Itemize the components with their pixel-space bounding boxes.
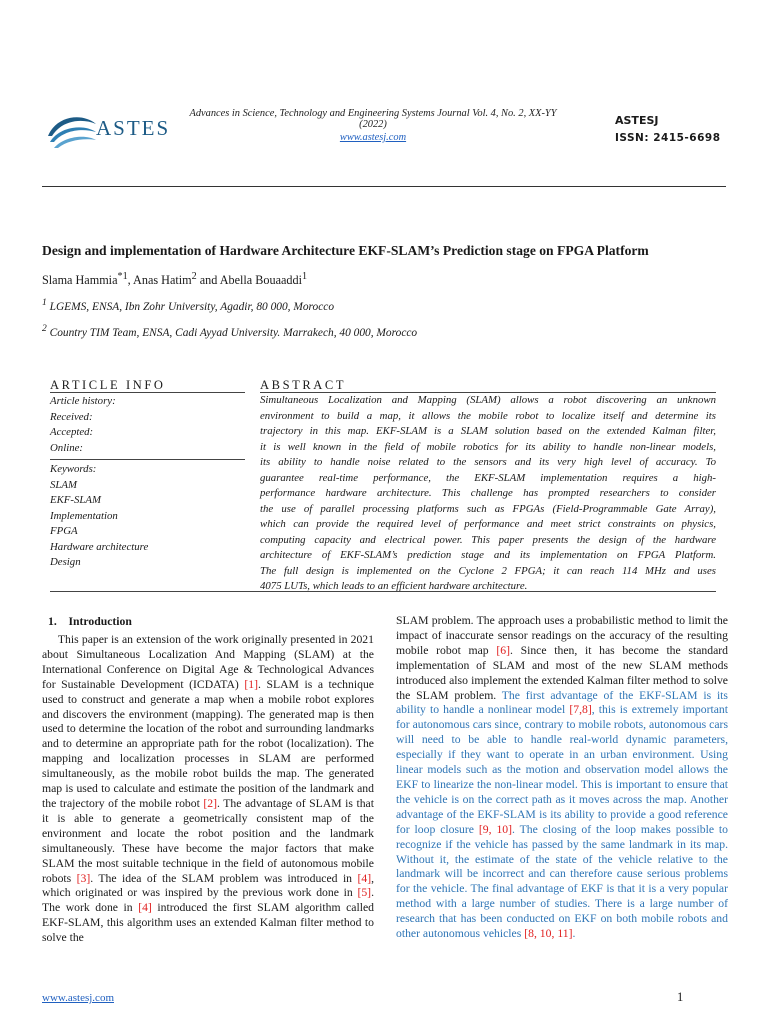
abstract-line: computing capacity and electrical power. This paper presents the design of the hardware [260,533,716,546]
affiliation-1: $^1$ LGEMS, ENSA, Ibn Zohr University, Agadir, 80 000, Morocco [42,298,335,313]
history-received: Received: [50,410,93,423]
history-label: Article history: [50,395,116,407]
abstract-line: The full design is implemented on the Cyclone 2 FPGA; it can reach 114 MHz and uses [260,564,716,577]
keyword-item: Hardware architecture [50,540,149,553]
abstract-rule-bottom [50,591,716,592]
journal-issn: ISSN: 2415-6698 [615,132,721,144]
keyword-item: EKF-SLAM [50,494,101,506]
abstract-line: its ability to handle noise related to the sensors and its very high level of accuracy. To [260,456,716,468]
abstract-line: trajectory in this map. EKF-SLAM is a SLAM solution based on the extended Kalman filter, [260,425,716,437]
abstract-line: environment to build a map, it allows the mobile robot to localize itself and determine its [260,409,716,422]
affiliation-2: $^2$ Country TIM Team, ENSA, Cadi Ayyad University. Marrakech, 40 000, Morocco [42,324,418,339]
keywords-label: Keywords: [50,463,97,475]
abstract-line: which can provide the required level of performance and meet strict constraints on physics, [260,518,716,530]
body-column-right: SLAM problem. The approach uses a probabilistic method to limit the impact of inaccurate sensor readings on the accuracy of the resulting mobile robot map [6]. Since then, it has become the standard implementation of SLAM and most of the new SLAM methods introduced also implement the extended Kalman filter method to solve the SLAM problem. The first advantage of the EKF-SLAM is its ability to handle a nonlinear model [7,8], this is extremely important for autonomous cars since, contrary to mobile robots, autonomous cars will need to be able to handle real-world dynamic parameters, especially if they want to operate in an urban environment. Using linear models such as the motion and observation model allows the EKF to linearize the non-linear model. This is important to ensure that the vehicle is on the correct path as it moves across the map. Another advantage of the EKF-SLAM is its ability to provide a good reference for loop closure [9, 10]. The closing of the loop makes possible to recognize if the vehicle has passed by the same landmark in its map. Without it, the estimate of the state of the vehicle relative to the landmark will be incorrect and can therefore cause serious problems for the vehicle. The final advantage of EKF is that it is a very popular method with a large number of studies. There is a large number of research that has been conducted on EKF on both mobile robots and other autonomous vehicles [8, 10, 11]. [396,614,729,941]
abstract-line: performance hardware architecture. This challenge has prompted researchers to consider [260,487,716,499]
section-heading-introduction: 1. Introduction [48,615,132,628]
history-accepted: Accepted: [50,426,94,438]
keywords-list [50,462,245,571]
keyword-item: Implementation [50,509,118,522]
affiliation-1-text: LGEMS, ENSA, Ibn Zohr University, Agadir, 80 000, Morocco [49,300,335,313]
paper-authors: Slama Hammia$^{*1}$, Anas Hatim$^2$ and Abella Bouaaddi$^1$ [42,271,308,288]
article-info-heading: ARTICLE INFO [50,378,166,392]
article-info-rule-top [50,392,245,393]
astes-swoosh-icon [42,106,102,154]
article-history [50,394,245,456]
logo-text: ASTES [96,116,171,140]
history-online: Online: [50,441,83,454]
abstract-line: it is well known in the field of mobile robotics for its ability to handle non-linear models, [260,440,716,453]
paper-title: Design and implementation of Hardware Architecture EKF-SLAM’s Prediction stage on FPGA Platform [42,243,649,258]
article-info-rule-mid [50,459,245,460]
body-column-left: This paper is an extension of the work originally presented in 2021 about Simultaneous Localization And Mapping (SLAM) at the International Conference on Digital Age & Technological Advances for Sustainable Development (ICDATA) [1]. SLAM is a technique used to construct and generate a map when a mobile robot explores and discovers the environment (mapping). The generated map is then used to determine the location of the robot and surrounding landmarks and to determine an appropriate path for the robot (localization). The mapping and localization processes in SLAM are performed simultaneously, as the mobile robot builds the map. The generated map is used to calculate and estimate the position of the landmark and the trajectory of the mobile robot [2]. The advantage of SLAM is that it is able to generate a geometrically consistent map of the environment and locate the robot position and the landmark simultaneously. These have become the major factors that make SLAM the most suitable technique in the field of autonomous mobile robots [3]. The idea of the SLAM problem was introduced in [4], which originated or was inspired by the previous work done in [5]. The work done in [4] introduced the first SLAM algorithm called EKF-SLAM, this algorithm uses an extended Kalman filter method to solve the [42,633,375,945]
footer-url-link[interactable]: www.astesj.com [42,992,114,1004]
affiliation-2-text: Country TIM Team, ENSA, Cadi Ayyad University. Marrakech, 40 000, Morocco [49,326,418,339]
abstract-line: Simultaneous Localization and Mapping (SLAM) allows a robot discovering an unknown [260,394,716,406]
header-divider [42,186,726,187]
abstract-line: 4075 LUTs, which leads to an efficient hardware architecture. [260,580,528,592]
abstract-line: architecture of EKF-SLAM’s prediction stage and its implementation on FPGA Platform. [260,549,716,561]
abstract-text [260,393,716,595]
journal-citation: Advances in Science, Technology and Engineering Systems Journal Vol. 4, No. 2, XX-YY (2022) [189,108,557,130]
keyword-item: FPGA [50,525,78,537]
keyword-item: SLAM [50,478,77,491]
journal-abbrev: ASTESJ [615,114,659,127]
abstract-line: the use of parallel processing platforms such as FPGAs (Field-Programmable Gate Array), [260,502,716,515]
journal-url-link[interactable]: www.astesj.com [339,132,407,143]
keyword-item: Design [50,556,81,568]
abstract-line: guarantee real-time performance, the EKF-SLAM implementation requires a high- [260,471,716,484]
page-number: 1 [677,990,684,1004]
abstract-heading: ABSTRACT [260,378,347,392]
